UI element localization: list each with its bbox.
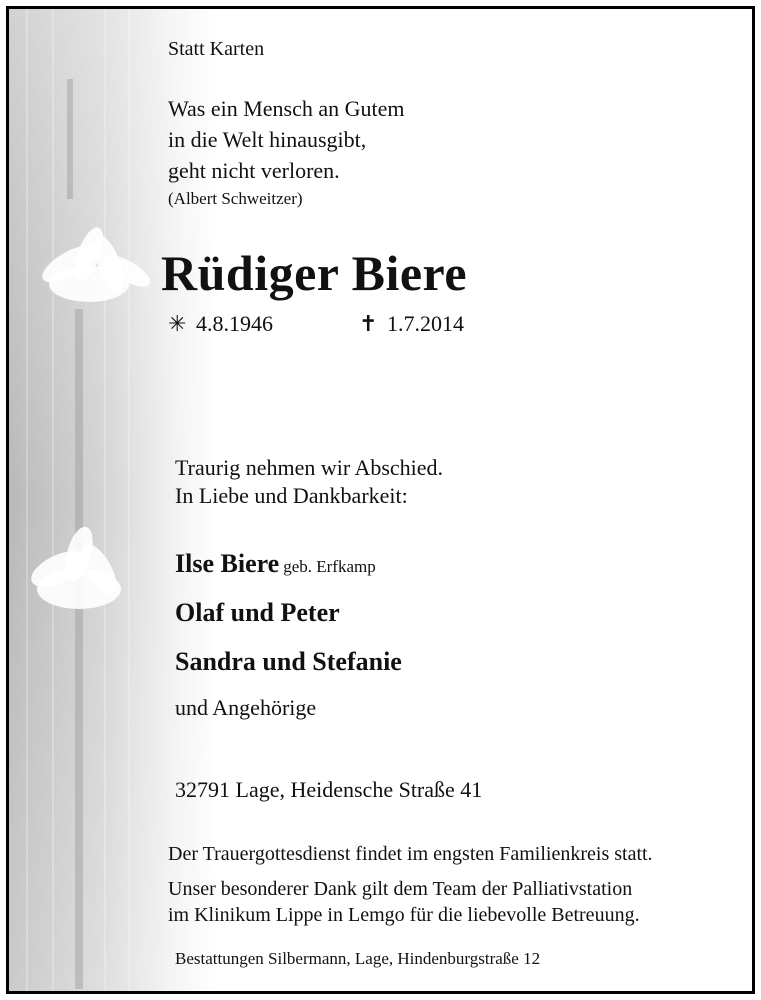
- spouse-maiden-name: geb. Erfkamp: [283, 557, 376, 576]
- death-date: 1.7.2014: [387, 311, 464, 336]
- spouse-name: Ilse Biere: [175, 549, 280, 578]
- death-cross-icon: ✝: [359, 311, 378, 336]
- deceased-name: Rüdiger Biere: [161, 245, 468, 301]
- funeral-home: Bestattungen Silbermann, Lage, Hindenburgstraße 12: [175, 949, 541, 968]
- mourning-line-2: In Liebe und Dankbarkeit:: [175, 483, 408, 508]
- children-names: Olaf und Peter: [175, 598, 340, 627]
- quote-line-3: geht nicht verloren.: [168, 158, 340, 183]
- quote-line-1: Was ein Mensch an Gutem: [168, 96, 405, 121]
- birth-info: [168, 311, 273, 337]
- address: 32791 Lage, Heidensche Straße 41: [175, 777, 483, 802]
- service-note: Der Trauergottesdienst findet im engsten Familienkreis statt.: [168, 843, 653, 865]
- birth-star-icon: ✳: [168, 311, 187, 336]
- quote-line-2: in die Welt hinausgibt,: [168, 127, 367, 152]
- mourning-line-1: Traurig nehmen wir Abschied.: [175, 455, 444, 480]
- relatives-label: und Angehörige: [175, 695, 317, 720]
- birth-date: 4.8.1946: [196, 311, 273, 336]
- grandchildren-names: Sandra und Stefanie: [175, 647, 402, 676]
- obituary-frame: [6, 6, 755, 994]
- thanks-line-1: Unser besonderer Dank gilt dem Team der Palliativstation: [168, 878, 633, 900]
- quote-author: (Albert Schweitzer): [168, 189, 303, 208]
- spouse-entry: [175, 549, 376, 579]
- death-info: [359, 311, 464, 337]
- statt-karten-label: Statt Karten: [168, 38, 265, 60]
- thanks-line-2: im Klinikum Lippe in Lemgo für die liebevolle Betreuung.: [168, 904, 640, 926]
